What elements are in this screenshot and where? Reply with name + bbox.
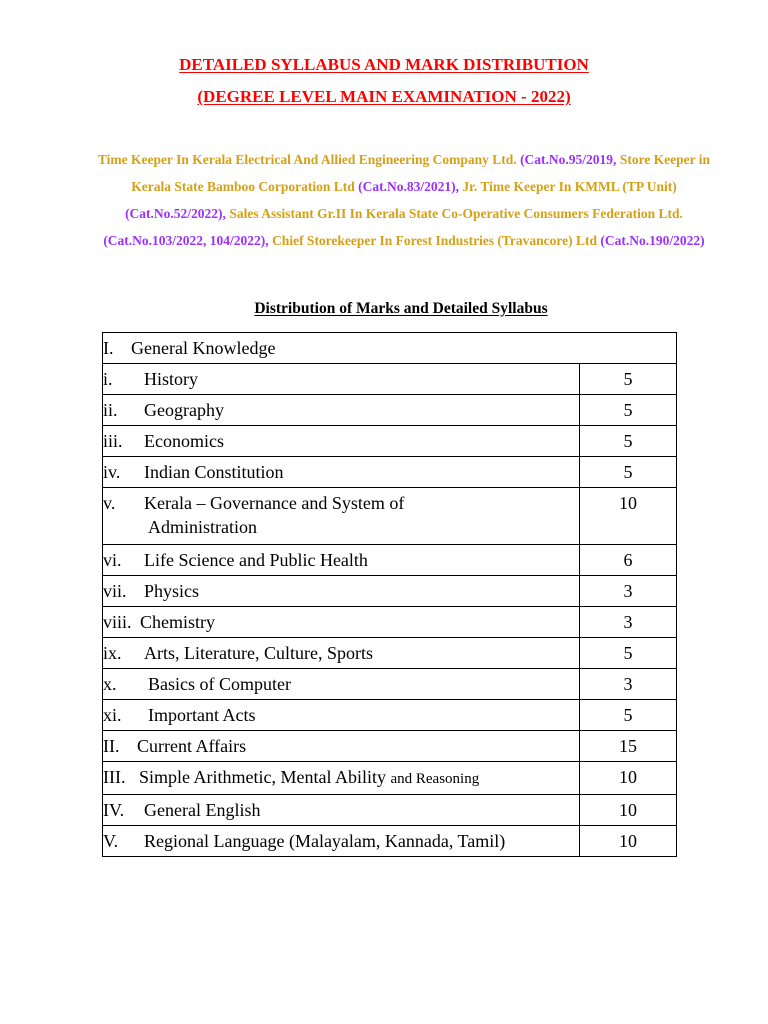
marks-cell: 15: [580, 731, 677, 762]
topic-number: iii.: [103, 431, 123, 451]
table-row-section: [103, 762, 677, 795]
topic-number: i.: [103, 369, 113, 389]
topic-label: Basics of Computer: [148, 674, 291, 694]
topic-cell: [103, 638, 580, 669]
section-number: IV.: [103, 800, 125, 820]
post-text: Store Keeper in Kerala State Bamboo Corporation Ltd: [131, 152, 711, 194]
post-text: Jr. Time Keeper In KMML (TP Unit): [459, 179, 677, 194]
topic-label: Chemistry: [140, 612, 215, 632]
cat-number: (Cat.No.190/2022): [600, 233, 705, 248]
table-row: [103, 426, 677, 457]
topic-cell: [103, 364, 580, 395]
topic-number: xi.: [103, 705, 122, 725]
topic-label: Economics: [144, 431, 224, 451]
marks-cell: 5: [580, 364, 677, 395]
topic-cell: [103, 426, 580, 457]
section-cell: [103, 762, 580, 795]
cat-number: (Cat.No.52/2022),: [125, 206, 226, 221]
section-label: General Knowledge: [131, 338, 276, 358]
section-cell: [103, 795, 580, 826]
marks-cell: 5: [580, 395, 677, 426]
marks-cell: 5: [580, 700, 677, 731]
table-row: [103, 638, 677, 669]
section-number: I.: [103, 338, 114, 358]
topic-label: Life Science and Public Health: [144, 550, 368, 570]
section-label: Simple Arithmetic, Mental Ability: [139, 767, 386, 787]
marks-table: [102, 332, 677, 857]
table-row-section: [103, 731, 677, 762]
section-label: General English: [144, 800, 261, 820]
marks-cell: 5: [580, 426, 677, 457]
topic-number: ii.: [103, 400, 118, 420]
cat-number: (Cat.No.95/2019,: [520, 152, 617, 167]
topic-cell: [103, 395, 580, 426]
topic-cell: [103, 576, 580, 607]
topic-number: vi.: [103, 550, 122, 570]
table-row-section: [103, 826, 677, 857]
topic-cell: [103, 545, 580, 576]
topic-label: History: [144, 369, 198, 389]
table-row-section: [103, 333, 677, 364]
section-number: II.: [103, 736, 120, 756]
marks-cell: 10: [580, 826, 677, 857]
section-label: Regional Language (Malayalam, Kannada, Tamil): [144, 831, 506, 851]
table-row: [103, 607, 677, 638]
topic-number: iv.: [103, 462, 121, 482]
marks-cell: 3: [580, 669, 677, 700]
posts-paragraph: [80, 146, 728, 254]
topic-label: Kerala – Governance and System of: [144, 493, 405, 513]
topic-number: viii.: [103, 612, 132, 632]
marks-cell: 10: [580, 762, 677, 795]
document-title: DETAILED SYLLABUS AND MARK DISTRIBUTION: [179, 55, 589, 74]
topic-label: Important Acts: [148, 705, 256, 725]
topic-cell: [103, 607, 580, 638]
section-label-small: and Reasoning: [390, 771, 480, 787]
section-heading: Distribution of Marks and Detailed Syllabus: [254, 300, 548, 317]
table-row-section: [103, 795, 677, 826]
marks-cell: 10: [580, 795, 677, 826]
topic-number: vii.: [103, 581, 127, 601]
table-row: [103, 700, 677, 731]
table-row: [103, 395, 677, 426]
table-row: [103, 669, 677, 700]
document-subtitle: (DEGREE LEVEL MAIN EXAMINATION - 2022): [197, 87, 571, 106]
section-cell: [103, 333, 677, 364]
topic-label: Physics: [144, 581, 200, 601]
topic-cell: [103, 669, 580, 700]
table-row: [103, 488, 677, 545]
section-number: V.: [103, 831, 119, 851]
topic-number: x.: [103, 674, 117, 694]
topic-number: v.: [103, 493, 116, 513]
section-cell: [103, 731, 580, 762]
marks-cell: 5: [580, 457, 677, 488]
post-text: Time Keeper In Kerala Electrical And Allied Engineering Company Ltd.: [97, 152, 521, 167]
marks-cell: 6: [580, 545, 677, 576]
topic-label-continued: Administration: [148, 517, 257, 537]
table-row: [103, 576, 677, 607]
marks-cell: 5: [580, 638, 677, 669]
post-text: Sales Assistant Gr.II In Kerala State Co-Operative Consumers Federation Ltd.: [225, 206, 683, 221]
cat-number: (Cat.No.83/2021),: [358, 179, 459, 194]
topic-cell: [103, 488, 580, 545]
section-cell: [103, 826, 580, 857]
table-row: [103, 364, 677, 395]
topic-label: Arts, Literature, Culture, Sports: [144, 643, 373, 663]
cat-number: (Cat.No.103/2022, 104/2022),: [103, 233, 269, 248]
table-row: [103, 545, 677, 576]
topic-cell: [103, 700, 580, 731]
section-number: III.: [103, 767, 126, 787]
topic-label: Indian Constitution: [144, 462, 284, 482]
topic-number: ix.: [103, 643, 122, 663]
post-text: Chief Storekeeper In Forest Industries (Travancore) Ltd: [268, 233, 601, 248]
marks-cell: 10: [580, 488, 677, 545]
marks-cell: 3: [580, 607, 677, 638]
topic-label: Geography: [144, 400, 224, 420]
section-label: Current Affairs: [137, 736, 247, 756]
marks-cell: 3: [580, 576, 677, 607]
topic-cell: [103, 457, 580, 488]
table-row: [103, 457, 677, 488]
